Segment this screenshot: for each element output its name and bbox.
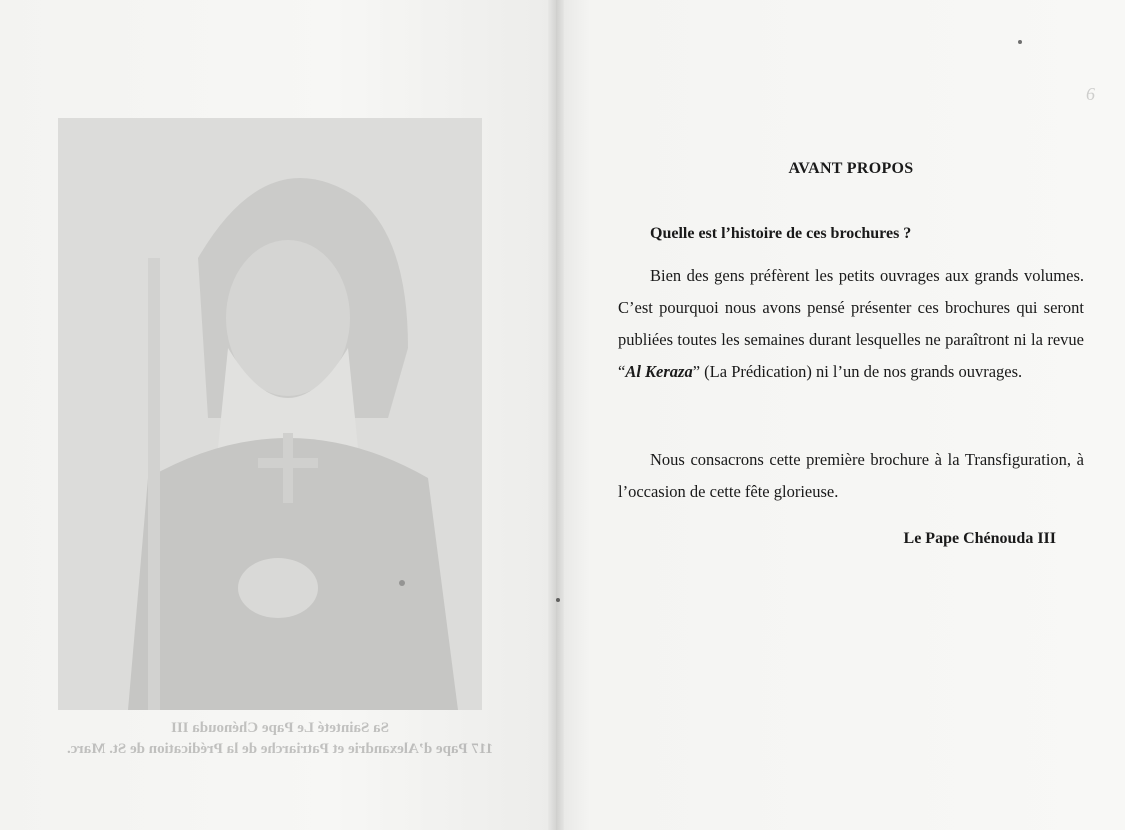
speck-mark [556, 598, 560, 602]
portrait-image [58, 118, 482, 710]
left-page [0, 0, 556, 830]
book-gutter [548, 0, 564, 830]
section-heading: AVANT PROPOS [788, 160, 914, 177]
speck-mark [399, 580, 405, 586]
right-page [556, 0, 1125, 830]
paragraph-1 [618, 260, 1084, 388]
pope-portrait [58, 118, 482, 710]
caption-line-2: 117 Pape d’Alexandrie et Patriarche de la Prédication de St. Marc. [66, 741, 494, 757]
paragraph-2: Nous consacrons cette première brochure à la Transfiguration, à l’occasion de cette fête glorieuse. [618, 450, 1084, 501]
section-question: Quelle est l’histoire de ces brochures ? [650, 225, 912, 242]
page-number: 6 [1086, 84, 1095, 104]
paragraph-1-text-b: ” (La Prédication) ni l’un de nos grands ouvrages. [692, 362, 1023, 381]
speck-mark [1018, 40, 1022, 44]
paragraph-1-text-a: Bien des gens préfèrent les petits ouvrages aux grands volumes. C’est pourquoi nous avons pensé présenter ces brochures qui seront publiées toutes les semaines durant lesquelles ne paraîtront ni la revue “ [618, 266, 1084, 381]
caption-line-1: Sa Sainteté Le Pape Chénouda III [171, 720, 389, 736]
portrait-caption [60, 718, 500, 760]
signature: Le Pape Chénouda III [903, 530, 1056, 547]
al-keraza-title: Al Keraza [625, 362, 693, 381]
